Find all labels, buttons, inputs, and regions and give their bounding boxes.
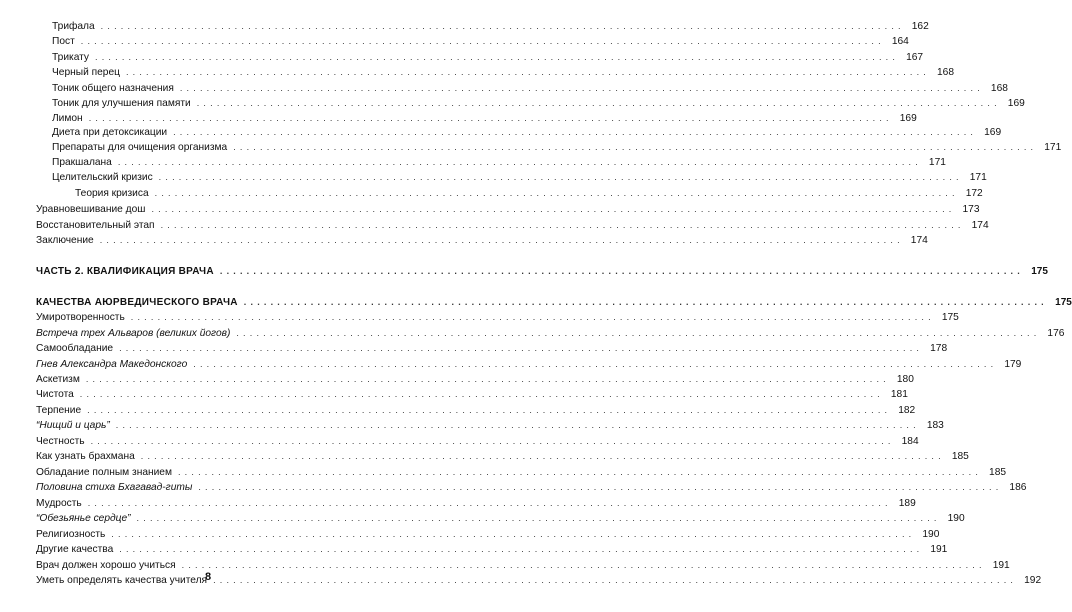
toc-entry-page: 192 bbox=[1024, 575, 1042, 586]
toc-leader-dots: ........................................................................................................................ bbox=[236, 328, 1041, 338]
toc-leader-dots: ........................................................................................................................ bbox=[140, 451, 945, 461]
toc-entry bbox=[36, 496, 916, 510]
toc-entry-page: 173 bbox=[962, 204, 980, 215]
toc-entry-page: 168 bbox=[990, 83, 1008, 94]
toc-leader-dots: ........................................................................................................................ bbox=[160, 220, 965, 230]
toc-leader-dots: ........................................................................................................................ bbox=[198, 482, 1003, 492]
toc-entry-title: ЧАСТЬ 2. КВАЛИФИКАЦИЯ ВРАЧА bbox=[36, 266, 214, 277]
toc-entry-title: Пракшалана bbox=[52, 157, 112, 168]
toc-entry-title: “Обезьянье сердце” bbox=[36, 513, 131, 524]
toc-entry bbox=[36, 218, 989, 232]
toc-entry-title: Целительский кризис bbox=[52, 172, 153, 183]
toc-leader-dots: ........................................................................................................................ bbox=[154, 188, 959, 198]
toc-entry-page: 167 bbox=[906, 52, 924, 63]
toc-leader-dots: ........................................................................................................................ bbox=[213, 575, 1018, 585]
toc-entry-page: 175 bbox=[1055, 297, 1072, 308]
toc-leader-dots: ........................................................................................................................ bbox=[90, 436, 895, 446]
page-number: 8 bbox=[204, 571, 212, 583]
toc-entry bbox=[36, 480, 1027, 494]
toc-entry bbox=[36, 449, 969, 463]
toc-entry-page: 185 bbox=[989, 467, 1007, 478]
toc-entry bbox=[36, 434, 919, 448]
toc-leader-dots: ........................................................................................................................ bbox=[88, 113, 893, 123]
toc-leader-dots: ........................................................................................................................ bbox=[125, 67, 931, 77]
toc-entry bbox=[52, 170, 987, 184]
toc-entry-page: 186 bbox=[1009, 482, 1027, 493]
toc-entry bbox=[36, 511, 965, 525]
toc-entry-title: Самообладание bbox=[36, 343, 114, 354]
toc-leader-dots: ........................................................................................................................ bbox=[87, 405, 892, 415]
toc-leader-dots: ........................................................................................................................ bbox=[119, 343, 924, 353]
toc-entry-title: Черный перец bbox=[52, 67, 120, 78]
toc-leader-dots: ........................................................................................................................ bbox=[79, 389, 884, 399]
toc-entry-page: 172 bbox=[965, 188, 983, 199]
toc-leader-dots: ........................................................................................................................ bbox=[130, 312, 935, 322]
toc-entry-title: Тоник для улучшения памяти bbox=[52, 98, 191, 109]
toc-entry-title: Чистота bbox=[36, 389, 74, 400]
toc-entry-title: Восстановительный этап bbox=[36, 220, 155, 231]
toc-entry-page: 168 bbox=[937, 67, 955, 78]
toc-entry bbox=[52, 50, 924, 64]
toc-entry-page: 164 bbox=[891, 36, 909, 47]
toc-leader-dots: ........................................................................................................................ bbox=[115, 420, 920, 430]
toc-heading bbox=[36, 264, 1048, 278]
toc-entry-page: 180 bbox=[896, 374, 914, 385]
toc-entry bbox=[36, 357, 1022, 371]
toc-leader-dots: ........................................................................................................................ bbox=[196, 98, 1001, 108]
toc-entry-title: КАЧЕСТВА АЮРВЕДИЧЕСКОГО ВРАЧА bbox=[36, 297, 238, 308]
toc-entry bbox=[75, 186, 983, 200]
toc-entry-title: Уметь определять качества учителя bbox=[36, 575, 208, 586]
toc-entry-page: 182 bbox=[898, 405, 916, 416]
toc-entry-title: Мудрость bbox=[36, 498, 82, 509]
toc-entry bbox=[52, 65, 955, 79]
toc-entry-page: 171 bbox=[969, 172, 987, 183]
toc-entry bbox=[52, 111, 917, 125]
toc-entry-title: Честность bbox=[36, 436, 85, 447]
toc-entry-title: Аскетизм bbox=[36, 374, 80, 385]
toc-entry-page: 174 bbox=[910, 235, 928, 246]
toc-entry-page: 190 bbox=[947, 513, 965, 524]
toc-entry-title: Терпение bbox=[36, 405, 82, 416]
toc-entry-page: 175 bbox=[941, 312, 959, 323]
toc-entry-title: Трикату bbox=[52, 52, 90, 63]
toc-leader-dots: ........................................................................................................................ bbox=[151, 204, 956, 214]
toc-entry-title: Заключение bbox=[36, 235, 94, 246]
toc-entry-title: Лимон bbox=[52, 113, 83, 124]
toc-entry-page: 183 bbox=[926, 420, 944, 431]
toc-entry bbox=[52, 81, 1008, 95]
toc-entry-title: Врач должен хорошо учиться bbox=[36, 560, 176, 571]
toc-entry bbox=[52, 19, 929, 33]
toc-leader-dots: ........................................................................................................................ bbox=[119, 544, 924, 554]
toc-entry bbox=[36, 341, 948, 355]
toc-entry-page: 181 bbox=[890, 389, 908, 400]
toc-entry-page: 178 bbox=[930, 343, 948, 354]
toc-entry-title: “Нищий и царь” bbox=[36, 420, 110, 431]
toc-entry bbox=[36, 387, 908, 401]
toc-entry-title: Половина стиха Бхагавад-гиты bbox=[36, 482, 193, 493]
toc-leader-dots: ........................................................................................................................ bbox=[193, 359, 998, 369]
toc-entry bbox=[52, 140, 1062, 154]
toc-entry bbox=[36, 558, 1010, 572]
toc-entry-page: 162 bbox=[911, 21, 929, 32]
toc-leader-dots: ........................................................................................................................ bbox=[233, 142, 1038, 152]
toc-entry bbox=[36, 403, 916, 417]
toc-leader-dots: ........................................................................................................................ bbox=[179, 83, 984, 93]
toc-leader-dots: ........................................................................................................................ bbox=[136, 513, 941, 523]
toc-entry-page: 171 bbox=[1044, 142, 1062, 153]
toc-entry bbox=[36, 465, 1007, 479]
toc-entry-title: Гнев Александра Македонского bbox=[36, 359, 188, 370]
toc-entry-page: 185 bbox=[951, 451, 969, 462]
toc-entry bbox=[36, 372, 914, 386]
toc-leader-dots: ........................................................................................................................ bbox=[177, 467, 983, 477]
toc-entry-title: Пост bbox=[52, 36, 75, 47]
toc-leader-dots: ........................................................................................................................ bbox=[173, 127, 978, 137]
toc-entry bbox=[36, 527, 940, 541]
toc-entry-page: 174 bbox=[971, 220, 989, 231]
toc-leader-dots: ........................................................................................................................ bbox=[117, 157, 922, 167]
toc-entry-title: Умиротворенность bbox=[36, 312, 125, 323]
toc-entry-title: Встреча трех Альваров (великих йогов) bbox=[36, 328, 231, 339]
toc-entry bbox=[52, 155, 946, 169]
toc-leader-dots: ........................................................................................................................ bbox=[100, 21, 905, 31]
toc-leader-dots: ........................................................................................................................ bbox=[158, 172, 963, 182]
toc-entry-title: Теория кризиса bbox=[75, 188, 149, 199]
toc-entry-page: 191 bbox=[992, 560, 1010, 571]
toc-entry-title: Диета при детоксикации bbox=[52, 127, 168, 138]
toc-entry-page: 176 bbox=[1047, 328, 1065, 339]
toc-heading bbox=[36, 295, 1072, 309]
toc-entry bbox=[36, 326, 1065, 340]
toc-entry-page: 169 bbox=[984, 127, 1002, 138]
toc-leader-dots: ........................................................................................................................ bbox=[87, 498, 892, 508]
toc-entry-title: Религиозность bbox=[36, 529, 106, 540]
toc-entry-page: 189 bbox=[898, 498, 916, 509]
toc-entry-title: Трифала bbox=[52, 21, 95, 32]
toc-entry-page: 171 bbox=[928, 157, 946, 168]
toc-entry-title: Препараты для очищения организма bbox=[52, 142, 228, 153]
toc-entry-page: 179 bbox=[1004, 359, 1022, 370]
toc-entry bbox=[36, 418, 944, 432]
toc-entry-title: Как узнать брахмана bbox=[36, 451, 135, 462]
toc-leader-dots: ........................................................................................................................ bbox=[243, 297, 1048, 307]
toc-entry bbox=[52, 34, 909, 48]
toc-entry-title: Уравновешивание дош bbox=[36, 204, 146, 215]
toc-leader-dots: ........................................................................................................................ bbox=[95, 52, 900, 62]
toc-entry bbox=[36, 542, 948, 556]
toc-entry bbox=[52, 96, 1025, 110]
toc-entry-title: Обладание полным знанием bbox=[36, 467, 172, 478]
toc-entry-page: 169 bbox=[899, 113, 917, 124]
toc-entry-title: Другие качества bbox=[36, 544, 114, 555]
toc-entry-title: Тоник общего назначения bbox=[52, 83, 174, 94]
toc-entry-page: 169 bbox=[1007, 98, 1025, 109]
toc-leader-dots: ........................................................................................................................ bbox=[219, 266, 1024, 276]
toc-entry bbox=[36, 202, 980, 216]
toc-leader-dots: ........................................................................................................................ bbox=[80, 36, 885, 46]
toc-entry bbox=[36, 233, 928, 247]
toc-entry bbox=[36, 310, 959, 324]
toc-entry-page: 175 bbox=[1031, 266, 1048, 277]
toc-entry-page: 190 bbox=[922, 529, 940, 540]
toc-entry-page: 184 bbox=[901, 436, 919, 447]
toc-leader-dots: ........................................................................................................................ bbox=[85, 374, 890, 384]
toc-leader-dots: ........................................................................................................................ bbox=[181, 560, 986, 570]
toc-entry-page: 191 bbox=[930, 544, 948, 555]
toc-entry bbox=[52, 125, 1002, 139]
toc-leader-dots: ........................................................................................................................ bbox=[111, 529, 916, 539]
toc-leader-dots: ........................................................................................................................ bbox=[99, 235, 904, 245]
